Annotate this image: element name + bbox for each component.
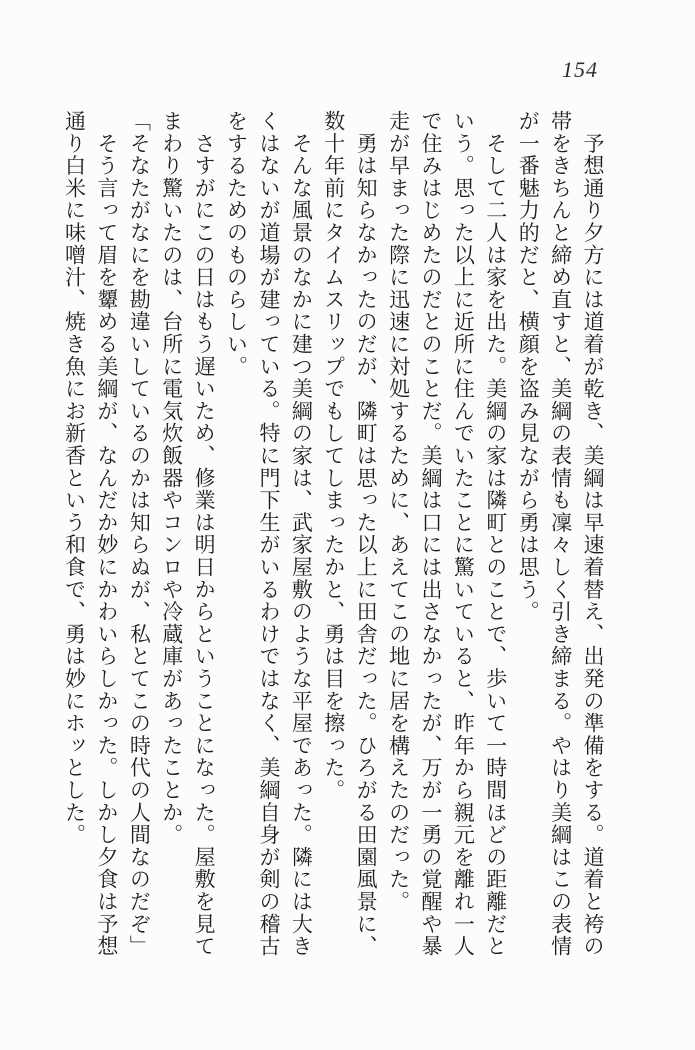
text-line: いう。思った以上に近所に住んでいたことに驚いていると、昨年から親元を離れ一人 [451,110,476,958]
text-line: 数十年前にタイムスリップでもしてしまったかと、勇は目を擦った。 [321,110,346,802]
text-line: 勇は知らなかったのだが、隣町は思った以上に田舎だった。ひろがる田園風景に、 [354,110,379,958]
page-number: 154 [562,57,598,82]
text-line: くはないが道場が建っている。特に門下生がいるわけではなく、美綱自身が剣の稽古 [256,110,281,958]
text-line: さすがにこの日はもう遅いため、修業は明日からということになった。屋敷を見て [192,110,217,958]
text-line: そう言って眉を顰める美綱が、なんだか妙にかわいらしかった。しかし夕食は予想 [94,110,119,958]
text-line: が一番魅力的だと、横顔を盗み見ながら勇は思う。 [516,110,541,623]
text-line: まわり驚いたのは、台所に電気炊飯器やコンロや冷蔵庫があったことか。 [159,110,184,846]
text-line: そして二人は家を出た。美綱の家は隣町とのことで、歩いて一時間ほどの距離だと [483,110,508,958]
text-line: 走が早まった際に迅速に対処するために、あえてこの地に居を構えたのだった。 [386,110,411,913]
text-line: 予想通り夕方には道着が乾き、美綱は早速着替え、出発の準備をする。道着と袴の [581,110,605,958]
text-line: そんな風景のなかに建つ美綱の家は、武家屋敷のような平屋であった。隣には大き [289,110,314,958]
text-block [58,110,609,970]
text-line: 帯をきちんと締め直すと、美綱の表情も凜々しく引き締まる。やはり美綱はこの表情 [548,110,573,958]
text-line: 通り白米に味噌汁、焼き魚にお新香という和食で、勇は妙にホッとした。 [62,110,87,846]
text-line: 「そなたがなにを勘違いしているのかは知らぬが、私とてこの時代の人間なのだぞ」 [127,110,152,958]
text-line: で住みはじめたのだとのことだ。美綱は口には出さなかったが、万が一勇の覚醒や暴 [418,110,443,958]
text-line: をするためのものらしい。 [224,110,249,378]
